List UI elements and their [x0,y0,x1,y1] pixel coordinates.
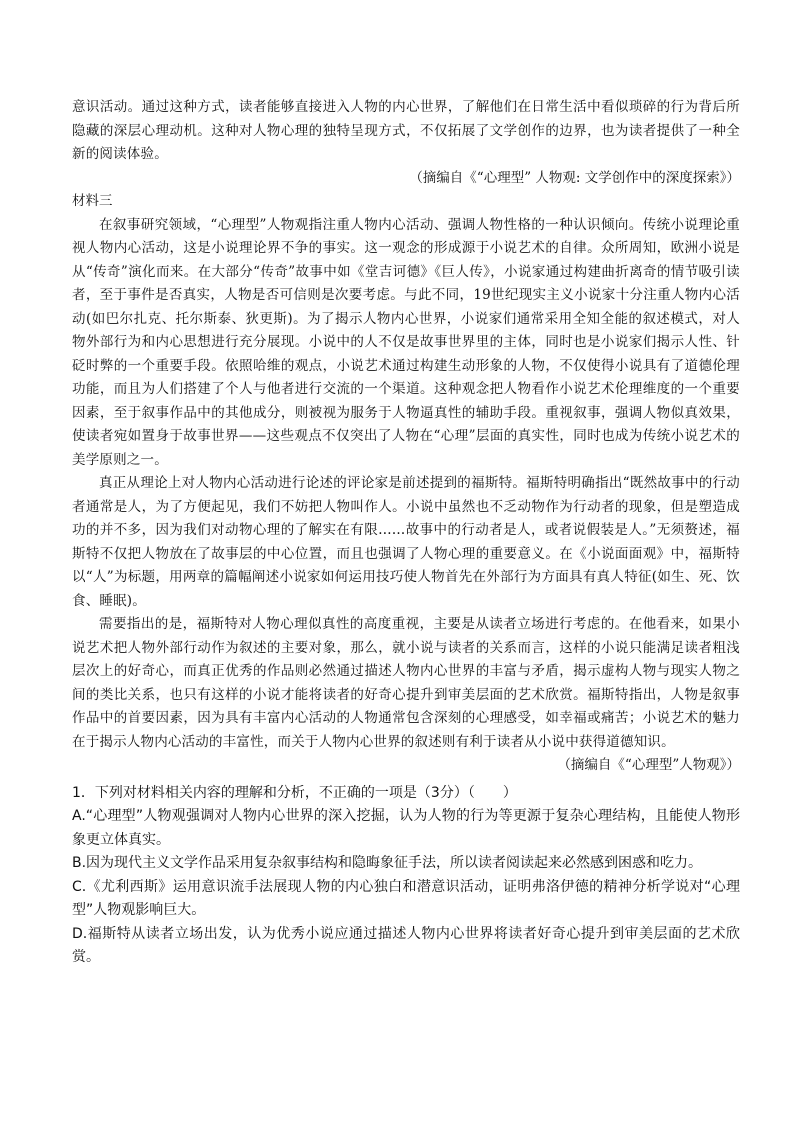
material3-paragraph-3: 需要指出的是，福斯特对人物心理似真性的高度重视，主要是从读者立场进行考虑的。在他看来，如果小说艺术把人物外部行动作为叙述的主要对象，那么，就小说与读者的关系而言，这样的小说只能满足读者粗浅层次上的好奇心，而真正优秀的作品则必然通过描述人物内心世界的丰富与矛盾，揭示虚构人物与现实人物之间的类比关系，也只有这样的小说才能将读者的好奇心提升到审美层面的艺术欣赏。福斯特指出，人物是叙事作品中的首要因素，因为具有丰富内心活动的人物通常包含深刻的心理感受，如幸福或痛苦；小说艺术的魅力在于揭示人物内心活动的丰富性，而关于人物内心世界的叙述则有利于读者从小说中获得道德知识。 [72,616,740,750]
question-1-option-d: D.福斯特从读者立场出发，认为优秀小说应通过描述人物内心世界将读者好奇心提升到审美层面的艺术欣赏。 [72,925,740,965]
material3-paragraph-1: 在叙事研究领域，“心理型”人物观指注重人物内心活动、强调人物性格的一种认识倾向。传统小说理论重视人物内心活动，这是小说理论界不争的事实。这一观念的形成源于小说艺术的自律。众所周知，欧洲小说是从“传奇”演化而来。在大部分“传奇”故事中如《堂吉诃德》《巨人传》，小说家通过构建曲折离奇的情节吸引读者，至于事件是否真实，人物是否可信则是次要考虑。与此不同，19世纪现实主义小说家十分注重人物内心活动(如巴尔扎克、托尔斯泰、狄更斯)。为了揭示人物内心世界，小说家们通常采用全知全能的叙述模式，对人物外部行为和内心思想进行充分展现。小说中的人不仅是故事世界里的主体，同时也是小说家们揭示人性、针砭时弊的一个重要手段。依照哈维的观点，小说艺术通过构建生动形象的人物，不仅使得小说具有了道德伦理功能，而且为人们搭建了个人与他者进行交流的一个渠道。这种观念把人物看作小说艺术伦理维度的一个重要因素，至于叙事作品中的其他成分，则被视为服务于人物逼真性的辅助手段。重视叙事，强调人物似真效果，使读者宛如置身于故事世界——这些观点不仅突出了人物在“心理”层面的真实性，同时也成为传统小说艺术的美学原则之一。 [72,216,740,468]
material2-tail-paragraph: 意识活动。通过这种方式，读者能够直接进入人物的内心世界，了解他们在日常生活中看似琐碎的行为背后所隐藏的深层心理动机。这种对人物心理的独特呈现方式，不仅拓展了文学创作的边界，也为读者提供了一种全新的阅读体验。 [72,99,740,162]
question-1-stem: 1．下列对材料相关内容的理解和分析，不正确的一项是（3分）（ ） [72,784,517,801]
question-1-option-c: C.《尤利西斯》运用意识流手法展现人物的内心独白和潜意识活动，证明弗洛伊德的精神分析学说对“心理型”人物观影响巨大。 [72,878,740,918]
question-1 [72,782,740,970]
question-1-option-a: A.“心理型”人物观强调对人物内心世界的深入挖掘，认为人物的行为等更源于复杂心理结构，且能使人物形象更立体真实。 [72,808,740,848]
material3-source: （摘编自《“心理型”人物观》） [557,757,740,773]
material3-paragraph-2: 真正从理论上对人物内心活动进行论述的评论家是前述提到的福斯特。福斯特明确指出“既然故事中的行动者通常是人，为了方便起见，我们不妨把人物叫作人。小说中虽然也不乏动物作为行动者的现象，但是塑造成功的并不多，因为我们对动物心理的了解实在有限……故事中的行动者是人，或者说假装是人。”无须赘述，福斯特不仅把人物放在了故事层的中心位置，而且也强调了人物心理的重要意义。在《小说面面观》中，福斯特以“人”为标题，用两章的篇幅阐述小说家如何运用技巧使人物首先在外部行为方面具有真人特征(如生、死、饮食、睡眠)。 [72,475,740,609]
material3-heading: 材料三 [72,193,113,209]
question-1-option-b: B.因为现代主义文学作品采用复杂叙事结构和隐晦象征手法，所以读者阅读起来必然感到困惑和吃力。 [72,855,703,871]
material2-source: （摘编自《“心理型” 人物观: 文学创作中的深度探索》） [409,169,740,186]
document-page [72,96,740,970]
